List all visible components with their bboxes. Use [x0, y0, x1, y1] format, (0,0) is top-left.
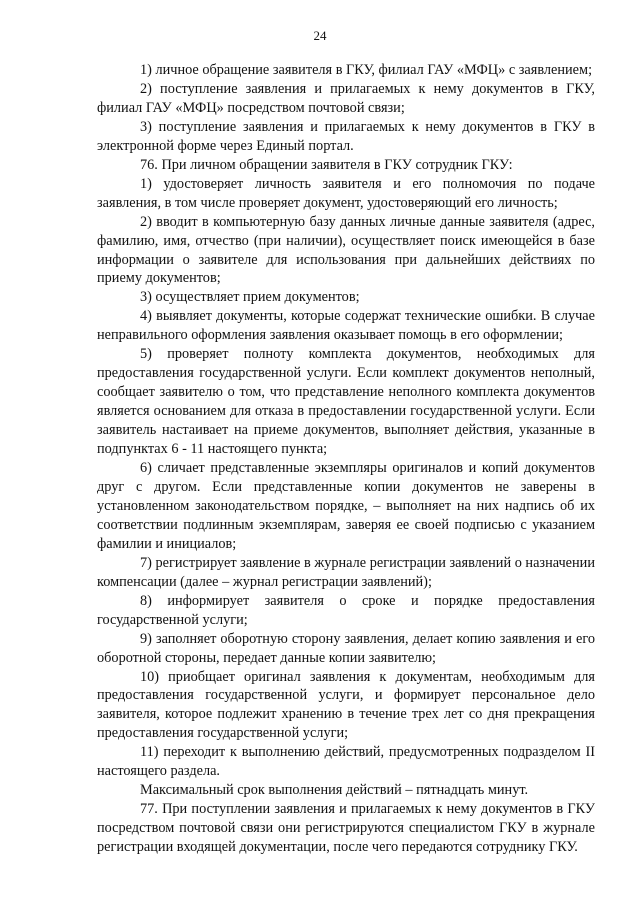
paragraph-8: 4) выявляет документы, которые содержат технические ошибки. В случае неправильного оформления заявления оказывает помощь в его оформлении; [97, 308, 595, 344]
paragraph-10: 6) сличает представленные экземпляры оригиналов и копий документов друг с другом. Если представленные копии документов не заверены в установленном законодательством порядке, – выполняет на них надпись об их соответствии подлинным экземплярам, заверяя ее своей подписью с указанием фамилии и инициалов; [97, 460, 595, 552]
paragraph-11: 7) регистрирует заявление в журнале регистрации заявлений о назначении компенсации (далее – журнал регистрации заявлений); [97, 554, 595, 590]
paragraph-1: 1) личное обращение заявителя в ГКУ, филиал ГАУ «МФЦ» с заявлением; [140, 62, 593, 78]
paragraph-6: 2) вводит в компьютерную базу данных личные данные заявителя (адрес, фамилию, имя, отчество (при наличии), осуществляет поиск имеющейся в базе информации о заявителе для использования при дальнейших действиях по приему документов; [97, 213, 595, 287]
paragraph-7: 3) осуществляет прием документов; [140, 289, 360, 306]
paragraph-5: 1) удостоверяет личность заявителя и его полномочия по подаче заявления, в том числе проверяет документ, удостоверяющий его личность; [97, 175, 595, 211]
page-body [97, 61, 595, 857]
paragraph-15: 11) переходит к выполнению действий, предусмотренных подразделом II настоящего раздела. [97, 744, 595, 780]
page-number: 24 [313, 28, 327, 43]
paragraph-16: Максимальный срок выполнения действий – пятнадцать минут. [140, 782, 529, 799]
paragraph-14: 10) приобщает оригинал заявления к документам, необходимым для предоставления государственной услуги, и формирует персональное дело заявителя, которое подлежит хранению в течение трех лет со дня прекращения предоставления государственной услуги; [97, 668, 595, 742]
paragraph-2: 2) поступление заявления и прилагаемых к нему документов в ГКУ, филиал ГАУ «МФЦ» посредством почтовой связи; [97, 80, 595, 116]
paragraph-4: 76. При личном обращении заявителя в ГКУ сотрудник ГКУ: [140, 156, 513, 173]
paragraph-13: 9) заполняет оборотную сторону заявления, делает копию заявления и его оборотной стороны, передает данные копии заявителю; [97, 630, 595, 666]
paragraph-3: 3) поступление заявления и прилагаемых к нему документов в ГКУ в электронной форме через Единый портал. [97, 118, 595, 154]
paragraph-17: 77. При поступлении заявления и прилагаемых к нему документов в ГКУ посредством почтовой связи они регистрируются специалистом ГКУ в журнале регистрации входящей документации, после чего передаются сотруднику ГКУ. [97, 801, 595, 856]
paragraph-9: 5) проверяет полноту комплекта документов, необходимых для предоставления государственной услуги. Если комплект документов неполный, сообщает заявителю о том, что представление неполного комплекта документов является основанием для отказа в предоставлении государственной услуги. Если заявитель настаивает на приеме документов, выполняет действия, указанные в подпунктах 6 - 11 настоящего пункта; [97, 346, 595, 458]
paragraph-12: 8) информирует заявителя о сроке и порядке предоставления государственной услуги; [97, 592, 595, 628]
